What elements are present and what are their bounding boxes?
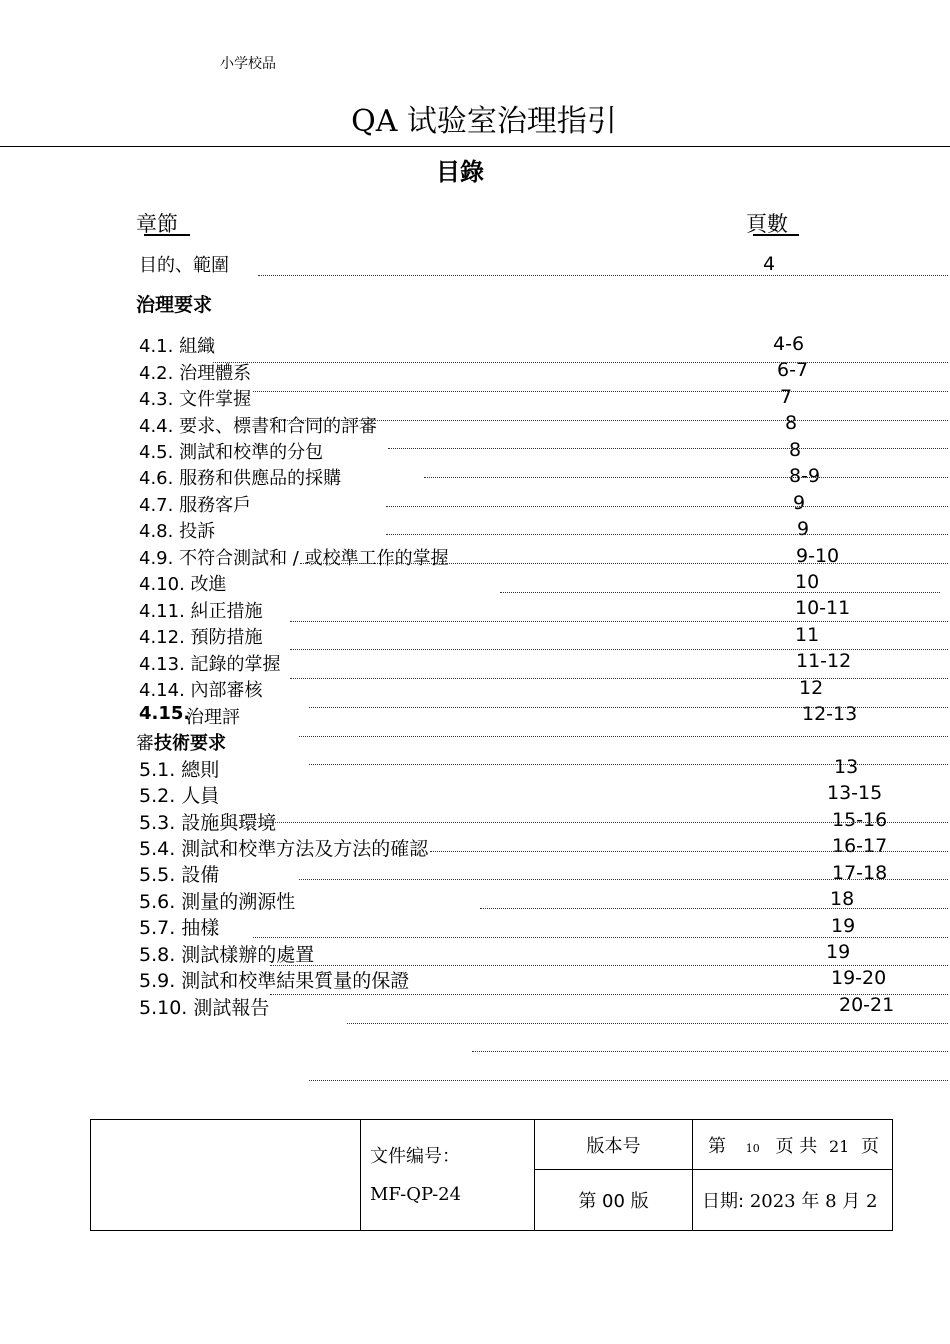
dot-leader <box>270 420 948 421</box>
toc-entry: 4.5. 測試和校準的分包 <box>139 442 324 463</box>
toc-entry: 4.2. 治理體系 <box>139 363 252 384</box>
dot-leader <box>480 908 948 909</box>
toc-page-number: 9 <box>797 518 810 540</box>
toc-page-number: 10 <box>795 571 820 593</box>
toc-page-number: 15-16 <box>832 809 888 831</box>
toc-entry-number: 4.15. <box>139 703 191 724</box>
toc-entry: 5.5. 設備 <box>139 864 220 886</box>
version-value: 第 00 版 <box>578 1191 649 1212</box>
logo-cell <box>91 1120 361 1231</box>
dot-leader <box>300 563 948 564</box>
document-title: QA 试验室治理指引 <box>351 104 617 139</box>
toc-page-number: 11-12 <box>796 650 852 672</box>
toc-entry: 4.10. 改進 <box>139 574 227 595</box>
toc-entry-text-continued: 審 <box>136 733 154 754</box>
toc-section-technical: 技術要求 <box>154 733 226 754</box>
toc-entry: 4.9. 不符合測試和 / 或校準工作的掌握 <box>139 548 449 569</box>
dot-leader <box>240 822 948 823</box>
toc-page-number: 19-20 <box>831 967 887 989</box>
page-count-cell <box>693 1120 893 1170</box>
dot-leader <box>347 1023 948 1024</box>
toc-entry-text: 治理評 <box>186 707 240 728</box>
toc-entry: 5.1. 總則 <box>139 759 220 781</box>
dot-leader <box>213 362 948 363</box>
dot-leader <box>253 937 948 938</box>
page-suffix: 页 <box>861 1135 880 1157</box>
dot-leader <box>388 448 948 449</box>
toc-page-number: 8 <box>785 412 798 434</box>
toc-page-number: 8-9 <box>789 465 821 487</box>
doc-number-value: MF-QP-24 <box>370 1184 462 1205</box>
toc-page-number: 12 <box>799 677 824 699</box>
chapter-underline <box>144 234 190 236</box>
dot-leader <box>386 534 948 535</box>
dot-leader <box>270 965 948 966</box>
toc-page-number: 20-21 <box>839 994 895 1016</box>
toc-page-number: 4 <box>763 253 776 275</box>
dot-leader <box>424 477 948 478</box>
toc-entry: 4.4. 要求、標書和合同的評審 <box>139 416 378 437</box>
page-prefix: 第 <box>708 1135 726 1157</box>
dot-leader <box>290 621 948 622</box>
dot-leader <box>309 1080 948 1081</box>
dot-leader <box>299 879 948 880</box>
toc-entry: 5.6. 測量的溯源性 <box>139 891 296 913</box>
toc-page-number: 11 <box>795 624 820 646</box>
toc-entry: 4.6. 服務和供應品的採購 <box>139 468 342 489</box>
version-label: 版本 <box>586 1135 623 1157</box>
toc-page-number: 12-13 <box>802 703 858 725</box>
toc-entry: 5.10. 測試報告 <box>139 997 270 1019</box>
document-info-table <box>90 1119 893 1231</box>
page-middle: 页 共 <box>775 1135 818 1157</box>
toc-page-number: 16-17 <box>832 835 888 857</box>
version-value-cell <box>535 1170 693 1231</box>
dot-leader <box>309 764 948 765</box>
toc-entry: 4.1. 組織 <box>139 336 216 357</box>
doc-number-label: 文件编号： <box>370 1146 460 1167</box>
toc-section-management: 治理要求 <box>136 294 213 316</box>
toc-page-number: 9-10 <box>796 545 840 567</box>
toc-page-number: 9 <box>793 492 806 514</box>
dot-leader <box>299 736 948 737</box>
version-label-suffix: 号 <box>622 1135 641 1157</box>
toc-page-number: 6-7 <box>777 359 809 381</box>
dot-leader <box>309 707 948 708</box>
toc-entry: 5.9. 測試和校準結果質量的保證 <box>139 970 410 992</box>
page-underline <box>753 234 799 236</box>
toc-page-number: 18 <box>830 888 855 910</box>
page-total: 21 <box>828 1136 850 1156</box>
toc-entry: 5.7. 抽樣 <box>139 917 220 939</box>
toc-heading: 目錄 <box>436 158 484 186</box>
toc-entry: 4.14. 內部審核 <box>139 680 263 701</box>
toc-entry: 4.7. 服務客戶 <box>139 495 252 516</box>
header-note: 小学校品 <box>220 56 276 72</box>
dot-leader <box>253 391 948 392</box>
date-cell <box>693 1170 893 1231</box>
header-rule <box>0 146 950 147</box>
toc-entry: 4.13. 記錄的掌握 <box>139 654 281 675</box>
toc-page-number: 17-18 <box>832 862 888 884</box>
toc-entry: 4.11. 糾正措施 <box>139 601 263 622</box>
toc-page-number: 10-11 <box>795 597 851 619</box>
page-current: 10 <box>745 1141 760 1155</box>
toc-entry-scope: 目的、範圍 <box>139 255 229 276</box>
date-label: 日期: <box>702 1191 745 1212</box>
toc-entry: 5.3. 設施與環境 <box>139 812 277 834</box>
dot-leader <box>258 275 948 276</box>
toc-page-number: 8 <box>789 439 802 461</box>
dot-leader <box>290 678 948 679</box>
toc-page-number: 4-6 <box>773 333 805 355</box>
date-value: 2023 年 8 月 2 <box>749 1191 878 1212</box>
toc-page-number: 13-15 <box>827 782 883 804</box>
dot-leader <box>386 506 948 507</box>
dot-leader <box>430 851 948 852</box>
doc-number-cell <box>361 1120 535 1231</box>
dot-leader <box>472 1051 948 1052</box>
toc-entry: 4.3. 文件掌握 <box>139 389 252 410</box>
toc-entry: 4.12. 預防措施 <box>139 627 263 648</box>
toc-page-number: 7 <box>780 386 793 408</box>
version-label-cell <box>535 1120 693 1170</box>
toc-page-number: 13 <box>834 756 859 778</box>
toc-column-chapter: 章節 <box>136 212 178 236</box>
dot-leader <box>500 592 940 593</box>
toc-entry: 5.4. 測試和校準方法及方法的確認 <box>139 838 429 860</box>
toc-page-number: 19 <box>831 915 856 937</box>
toc-entry: 4.8. 投訴 <box>139 521 216 542</box>
dot-leader <box>290 649 948 650</box>
toc-page-number: 19 <box>826 941 851 963</box>
toc-entry: 5.2. 人員 <box>139 785 220 807</box>
toc-entry: 5.8. 測試樣辦的處置 <box>139 944 315 966</box>
dot-leader <box>270 994 948 995</box>
toc-column-page: 頁數 <box>746 212 788 236</box>
